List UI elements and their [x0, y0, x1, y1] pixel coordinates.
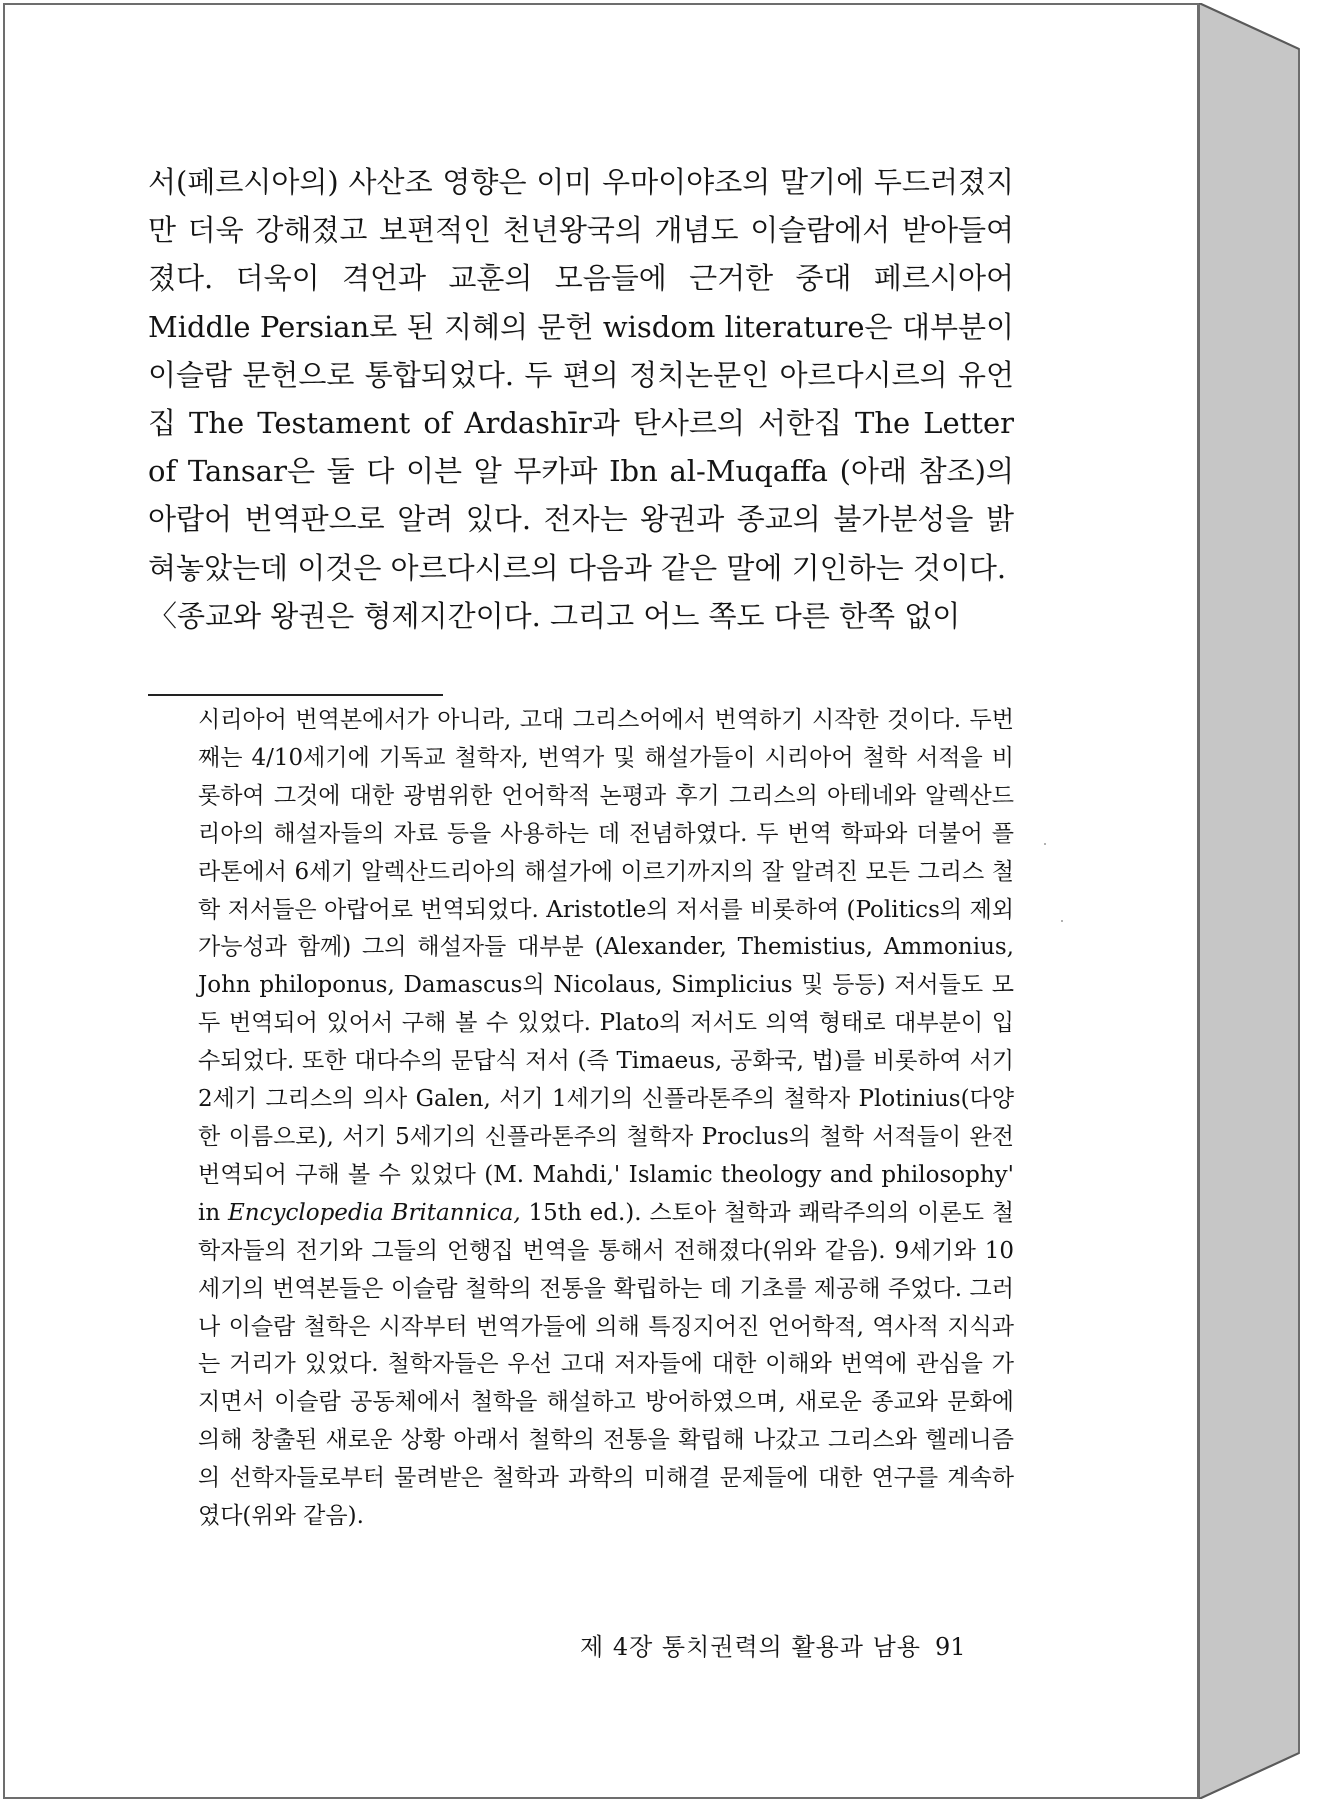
- main-text: [148, 158, 1014, 640]
- paragraph-1: 서(페르시아의) 사산조 영향은 이미 우마이야조의 말기에 두드러졌지만 더욱 강해졌고 보편적인 천년왕국의 개념도 이슬람에서 받아들여졌다. 더욱이 격언과 교훈의 모음들에 근거한 중대 페르시아어 Middle Persian로 된 지혜의 문헌 wisdom literature은 대부분이 이슬람 문헌으로 통합되었다. 두 편의 정치논문인 아르다시르의 유언집 The Testament of Ardashīr과 탄사르의 서한집 The Letter of Tansar은 둘 다 이븐 알 무카파 Ibn al-Muqaffa (아래 참조)의 아랍어 번역판으로 알려 있다. 전자는 왕권과 종교의 불가분성을 밝혀놓았는데 이것은 아르다시르의 다음과 같은 말에 기인하는 것이다.: [148, 165, 1014, 585]
- book-edge-face: [1199, 3, 1299, 1799]
- footnote-italic-title: Encyclopedia Britannica,: [228, 1199, 521, 1226]
- running-footer: [580, 1627, 980, 1662]
- page-number: 91: [935, 1633, 966, 1661]
- scan-speck: [1044, 843, 1046, 845]
- footnote-text-part-1: 시리아어 번역본에서가 아니라, 고대 그리스어에서 번역하기 시작한 것이다. 두번째는 4/10세기에 기독교 철학자, 번역가 및 해설가들이 시리아어 철학 서적을 비롯하여 그것에 대한 광범위한 언어학적 논평과 후기 그리스의 아테네와 알렉산드리아의 해설자들의 자료 등을 사용하는 데 전념하였다. 두 번역 학파와 더불어 플라톤에서 6세기 알렉산드리아의 해설가에 이르기까지의 잘 알려진 모든 그리스 철학 저서들은 아랍어로 번역되었다. Aristotle의 저서를 비롯하여 (Politics의 제외 가능성과 함께) 그의 해설자들 대부분 (Alexander, Themistius, Ammonius, John philoponus, Damascus의 Nicolaus, Simplicius 및 등등) 저서들도 모두 번역되어 있어서 구해 볼 수 있었다. Plato의 저서도 의역 형태로 대부분이 입수되었다. 또한 대다수의 문답식 저서 (즉 Timaeus, 공화국, 법)를 비롯하여 서기 2세기 그리스의 의사 Galen, 서기 1세기의 신플라톤주의 철학자 Plotinius(다양한 이름으로), 서기 5세기의 신플라톤주의 철학자 Proclus의 철학 서적들이 완전 번역되어 구해 볼 수 있었다 (M. Mahdi,' Islamic theology and philosophy' in: [198, 707, 1014, 1226]
- footer-chapter-title: 제 4장 통치권력의 활용과 남용: [580, 1633, 921, 1661]
- paragraph-2: 〈종교와 왕권은 형제지간이다. 그리고 어느 쪽도 다른 한쪽 없이: [148, 598, 961, 633]
- footnote-divider: [148, 694, 443, 696]
- scan-speck: [1061, 920, 1063, 922]
- footnote-text-part-2: 15th ed.). 스토아 철학과 쾌락주의의 이론도 철학자들의 전기와 그들의 언행집 번역을 통해서 전해졌다(위와 같음). 9세기와 10세기의 번역본들은 이슬람 철학의 전통을 확립하는 데 기초를 제공해 주었다. 그러나 이슬람 철학은 시작부터 번역가들에 의해 특징지어진 언어학적, 역사적 지식과는 거리가 있었다. 철학자들은 우선 고대 저자들에 대한 이해와 번역에 관심을 가지면서 이슬람 공동체에서 철학을 해설하고 방어하였으며, 새로운 종교와 문화에 의해 창출된 새로운 상황 아래서 철학의 전통을 확립해 나갔고 그리스와 헬레니즘의 선학자들로부터 물려받은 철학과 과학의 미해결 문제들에 대한 연구를 계속하였다(위와 같음).: [198, 1199, 1015, 1530]
- book-edge-3d: [1199, 3, 1303, 1799]
- footnote: [198, 702, 1014, 1536]
